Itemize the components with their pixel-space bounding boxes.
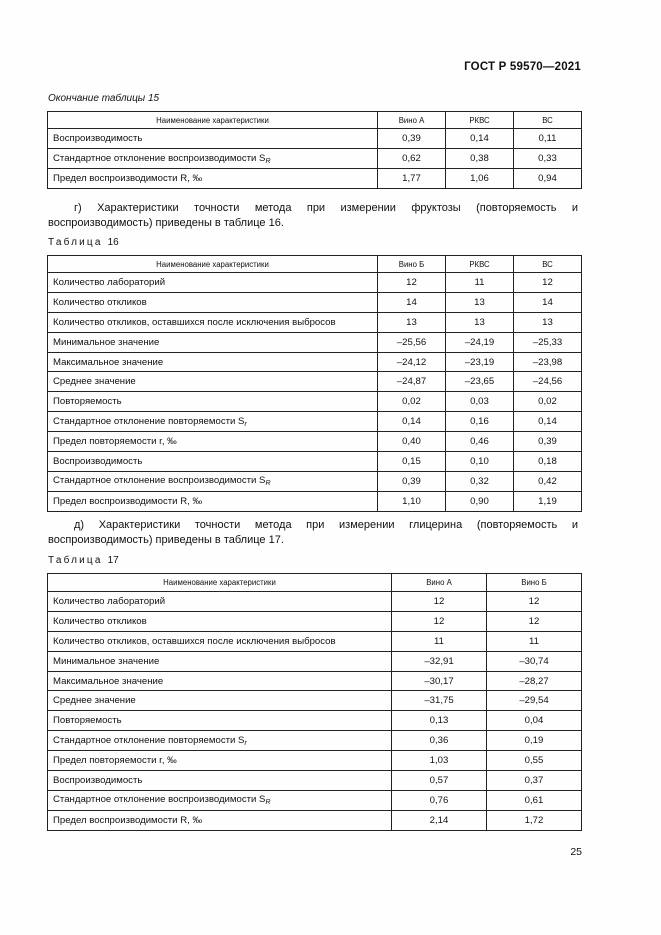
cell-value: –25,56	[378, 332, 446, 352]
column-header: Наименование характеристики	[48, 574, 392, 592]
cell-value: 1,03	[392, 751, 487, 771]
table-row	[48, 711, 582, 731]
row-name-subscript: R	[265, 157, 271, 165]
column-header: Вино Б	[378, 256, 446, 273]
row-name-text: Минимальное значение	[53, 336, 160, 348]
cell-value: 0,46	[446, 432, 514, 452]
table-header-row	[48, 112, 582, 129]
table-row	[48, 149, 582, 169]
row-name-text: Среднее значение	[53, 376, 136, 388]
row-name-text: Количество откликов, оставшихся после исключения выбросов	[53, 635, 336, 647]
table-17-label: Таблица	[48, 555, 103, 566]
table-row	[48, 432, 582, 452]
cell-value: –24,87	[378, 372, 446, 392]
table-row	[48, 332, 582, 352]
cell-value: 1,19	[514, 491, 582, 511]
cell-value: 0,33	[514, 149, 582, 169]
cell-value: 0,57	[392, 771, 487, 791]
cell-value: 0,14	[514, 412, 582, 432]
cell-value: 12	[392, 611, 487, 631]
row-name-text: Максимальное значение	[53, 356, 164, 368]
cell-value: –28,27	[487, 671, 582, 691]
cell-value: 0,39	[378, 471, 446, 491]
cell-value: 14	[514, 292, 582, 312]
table-row	[48, 751, 582, 771]
column-header: РКВС	[446, 112, 514, 129]
document-id: ГОСТ Р 59570—2021	[464, 61, 581, 73]
cell-value: 0,13	[392, 711, 487, 731]
row-name-text: Предел воспроизводимости R, ‰	[53, 173, 203, 184]
table-row	[48, 671, 582, 691]
row-name-text: Предел воспроизводимости R, ‰	[53, 495, 203, 507]
cell-value: 1,77	[378, 169, 446, 189]
cell-value: 0,40	[378, 432, 446, 452]
cell-value: 11	[392, 631, 487, 651]
cell-value: 0,94	[514, 169, 582, 189]
cell-value: 0,62	[378, 149, 446, 169]
row-name-text: Стандартное отклонение повторяемости S	[53, 734, 245, 746]
cell-value: –30,17	[392, 671, 487, 691]
cell-value: 2,14	[392, 810, 487, 830]
cell-value: 1,06	[446, 169, 514, 189]
cell-value: 0,02	[514, 392, 582, 412]
row-name-subscript: r	[244, 739, 247, 747]
cell-value: –29,54	[487, 691, 582, 711]
row-name-text: Повторяемость	[53, 396, 122, 408]
cell-value: 13	[446, 292, 514, 312]
column-header: ВС	[514, 256, 582, 273]
row-name	[48, 292, 378, 312]
cell-value: 0,14	[446, 129, 514, 149]
table-16-number: 16	[107, 237, 119, 248]
cell-value: 0,36	[392, 731, 487, 751]
column-header: Вино А	[392, 574, 487, 592]
cell-value: 0,16	[446, 412, 514, 432]
paragraph-g-text: г) Характеристики точности метода при измерении фруктозы (повторяемость и воспроизводимость) приведены в таблице 16.	[48, 202, 578, 229]
cell-value: 0,37	[487, 771, 582, 791]
row-name-text: Стандартное отклонение воспроизводимости S	[53, 475, 266, 487]
cell-value: 12	[378, 273, 446, 293]
cell-value: 12	[487, 592, 582, 612]
column-header: РКВС	[446, 256, 514, 273]
row-name-text: Среднее значение	[53, 695, 136, 707]
table-header-row	[48, 574, 582, 592]
table-row	[48, 810, 582, 830]
row-name-text: Количество лабораторий	[53, 276, 166, 288]
row-name-text: Количество откликов	[53, 615, 147, 627]
row-name	[48, 412, 378, 432]
table-17-number: 17	[107, 555, 119, 566]
row-name	[48, 810, 392, 830]
cell-value: 0,39	[514, 432, 582, 452]
row-name-text: Максимальное значение	[53, 675, 164, 687]
row-name-text: Количество лабораторий	[53, 595, 166, 607]
row-name-text: Количество откликов, оставшихся после исключения выбросов	[53, 316, 336, 328]
cell-value: 0,42	[514, 471, 582, 491]
cell-value: 0,02	[378, 392, 446, 412]
row-name	[48, 129, 378, 149]
table-16-label: Таблица	[48, 237, 103, 248]
cell-value: 0,04	[487, 711, 582, 731]
table-row	[48, 372, 582, 392]
cell-value: 0,90	[446, 491, 514, 511]
cell-value: 13	[446, 312, 514, 332]
table-16	[47, 255, 582, 512]
cell-value: –23,65	[446, 372, 514, 392]
table-17-caption	[48, 555, 119, 566]
table-row	[48, 631, 582, 651]
row-name	[48, 471, 378, 491]
cell-value: 13	[514, 312, 582, 332]
row-name-text: Стандартное отклонение воспроизводимости S	[53, 794, 266, 806]
cell-value: 0,03	[446, 392, 514, 412]
row-name	[48, 372, 378, 392]
cell-value: 0,15	[378, 452, 446, 472]
row-name	[48, 790, 392, 810]
row-name-subscript: r	[244, 420, 247, 428]
row-name	[48, 751, 392, 771]
cell-value: 0,55	[487, 751, 582, 771]
row-name-text: Количество откликов	[53, 296, 147, 308]
row-name-text: Стандартное отклонение повторяемости S	[53, 415, 245, 427]
row-name-text: Минимальное значение	[53, 655, 160, 667]
column-header: Вино Б	[487, 574, 582, 592]
table-row	[48, 491, 582, 511]
table-row	[48, 292, 582, 312]
cell-value: 0,76	[392, 790, 487, 810]
cell-value: 0,19	[487, 731, 582, 751]
table-15-caption: Окончание таблицы 15	[48, 93, 160, 104]
cell-value: 0,14	[378, 412, 446, 432]
table-row	[48, 452, 582, 472]
table-row	[48, 312, 582, 332]
row-name-text: Воспроизводимость	[53, 455, 143, 467]
table-17	[47, 573, 582, 831]
cell-value: –24,56	[514, 372, 582, 392]
paragraph-g	[48, 201, 578, 231]
cell-value: 0,18	[514, 452, 582, 472]
row-name	[48, 149, 378, 169]
cell-value: –25,33	[514, 332, 582, 352]
column-header: Наименование характеристики	[48, 112, 378, 129]
row-name	[48, 312, 378, 332]
row-name-text: Стандартное отклонение воспроизводимости S	[53, 152, 266, 164]
table-row	[48, 129, 582, 149]
row-name	[48, 352, 378, 372]
cell-value: 0,38	[446, 149, 514, 169]
column-header: Наименование характеристики	[48, 256, 378, 273]
paragraph-d-text: д) Характеристики точности метода при измерении глицерина (повторяемость и воспроизводимость) приведены в таблице 17.	[48, 519, 578, 546]
row-name-text: Предел воспроизводимости R, ‰	[53, 814, 203, 826]
table-row	[48, 731, 582, 751]
cell-value: 1,72	[487, 810, 582, 830]
cell-value: 0,11	[514, 129, 582, 149]
table-row	[48, 611, 582, 631]
table-row	[48, 592, 582, 612]
cell-value: 0,32	[446, 471, 514, 491]
cell-value: –23,19	[446, 352, 514, 372]
row-name	[48, 731, 392, 751]
table-row	[48, 691, 582, 711]
cell-value: 11	[487, 631, 582, 651]
row-name-text: Воспроизводимость	[53, 774, 143, 786]
row-name-subscript: R	[265, 480, 271, 488]
row-name	[48, 631, 392, 651]
row-name-text: Повторяемость	[53, 715, 122, 727]
table-row	[48, 273, 582, 293]
row-name	[48, 691, 392, 711]
cell-value: 0,10	[446, 452, 514, 472]
cell-value: 12	[514, 273, 582, 293]
cell-value: 12	[392, 592, 487, 612]
cell-value: –31,75	[392, 691, 487, 711]
row-name-text: Предел повторяемости r, ‰	[53, 755, 177, 767]
table-16-caption	[48, 237, 119, 248]
table-row	[48, 651, 582, 671]
row-name	[48, 169, 378, 189]
cell-value: 14	[378, 292, 446, 312]
row-name	[48, 332, 378, 352]
row-name	[48, 491, 378, 511]
row-name-subscript: R	[265, 799, 271, 807]
row-name	[48, 651, 392, 671]
row-name	[48, 273, 378, 293]
cell-value: 0,61	[487, 790, 582, 810]
cell-value: 0,39	[378, 129, 446, 149]
table-row	[48, 412, 582, 432]
table-row	[48, 471, 582, 491]
row-name	[48, 671, 392, 691]
row-name	[48, 452, 378, 472]
cell-value: –24,12	[378, 352, 446, 372]
row-name	[48, 611, 392, 631]
column-header: ВС	[514, 112, 582, 129]
column-header: Вино А	[378, 112, 446, 129]
table-row	[48, 169, 582, 189]
cell-value: –32,91	[392, 651, 487, 671]
table-row	[48, 771, 582, 791]
row-name	[48, 592, 392, 612]
table-15	[47, 111, 582, 189]
cell-value: –24,19	[446, 332, 514, 352]
table-row	[48, 790, 582, 810]
table-row	[48, 392, 582, 412]
row-name	[48, 771, 392, 791]
table-row	[48, 352, 582, 372]
row-name	[48, 711, 392, 731]
cell-value: 12	[487, 611, 582, 631]
paragraph-d	[48, 518, 578, 548]
table-header-row	[48, 256, 582, 273]
cell-value: 13	[378, 312, 446, 332]
page-number: 25	[570, 846, 582, 858]
row-name	[48, 432, 378, 452]
row-name-text: Предел повторяемости r, ‰	[53, 436, 177, 448]
row-name	[48, 392, 378, 412]
cell-value: 11	[446, 273, 514, 293]
cell-value: –30,74	[487, 651, 582, 671]
row-name-text: Воспроизводимость	[53, 133, 143, 144]
cell-value: 1,10	[378, 491, 446, 511]
cell-value: –23,98	[514, 352, 582, 372]
